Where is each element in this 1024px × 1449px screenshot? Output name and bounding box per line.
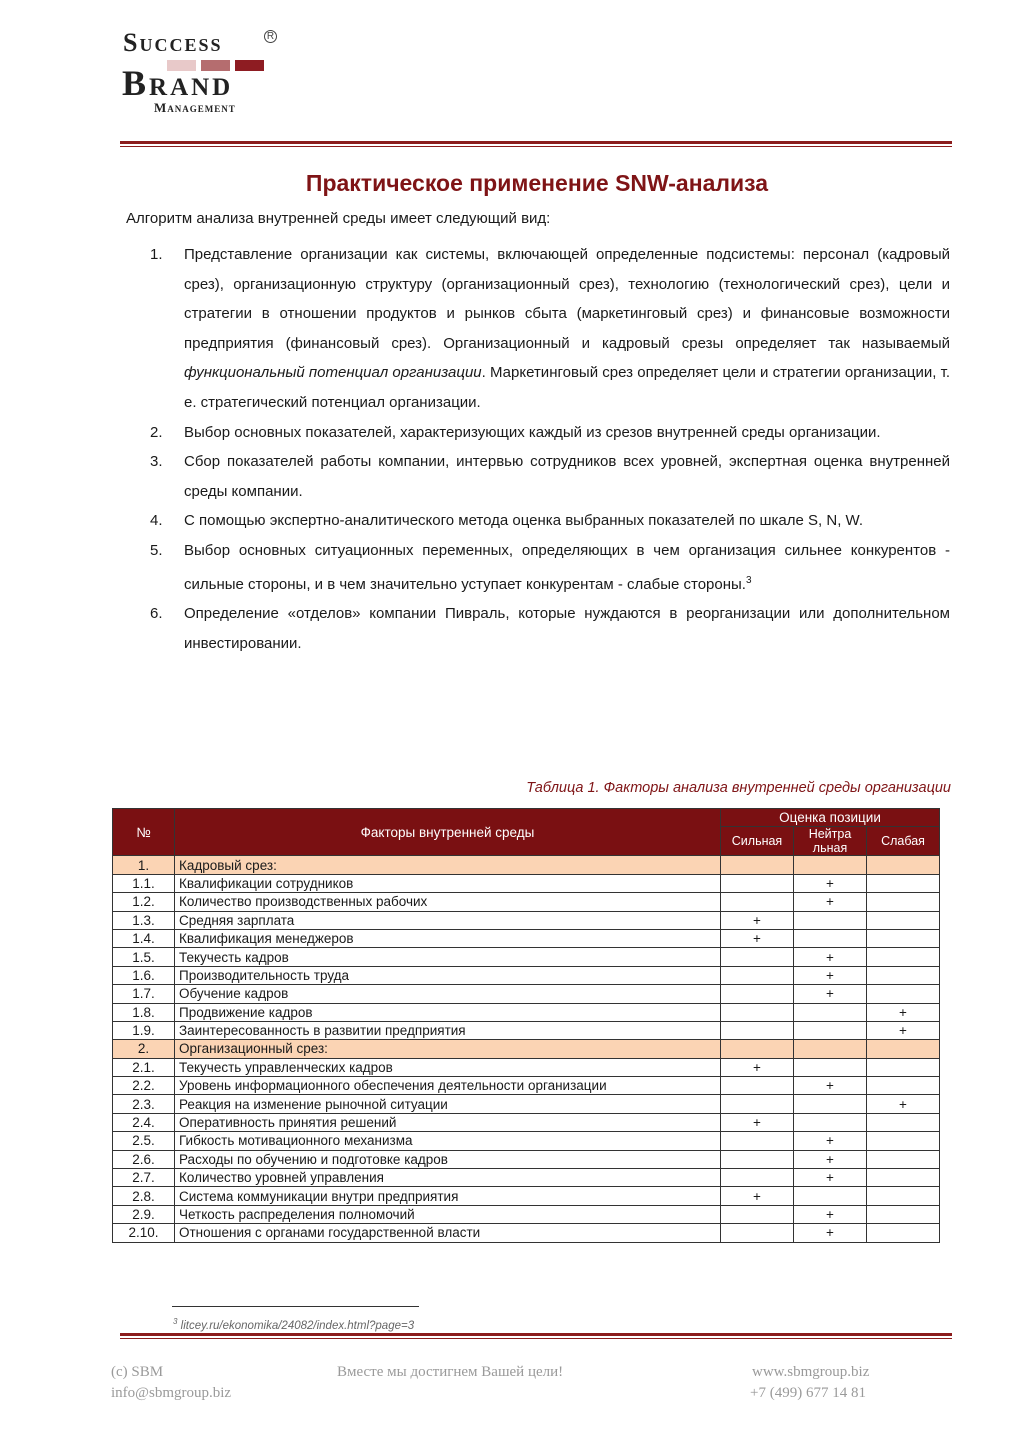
row-factor: Квалификация менеджеров [175,929,721,947]
header-number: № [113,809,175,856]
row-weak-mark [867,893,940,911]
row-factor: Гибкость мотивационного механизма [175,1132,721,1150]
step-number: 4. [150,512,163,530]
row-number: 1.3. [113,911,175,929]
row-weak-mark [867,985,940,1003]
page-title: Практическое применение SNW-анализа [305,170,769,196]
row-strong-mark [721,1095,794,1113]
row-factor: Четкость распределения полномочий [175,1205,721,1223]
row-factor: Средняя зарплата [175,911,721,929]
table-row [113,1058,940,1076]
list-item [150,418,950,448]
row-factor: Организационный срез: [175,1040,721,1058]
header-strong: Сильная [721,827,794,856]
row-neutral-mark: + [794,1169,867,1187]
factors-table [112,808,940,1243]
footer-email[interactable]: info@sbmgroup.biz [111,1385,232,1401]
header-position-group: Оценка позиции [721,809,940,827]
footer-website[interactable]: www.sbmgroup.biz [752,1364,870,1380]
logo-text-success: Success [123,28,223,57]
row-weak-mark [867,874,940,892]
logo-bar-dark [235,60,264,71]
footnote-link[interactable]: litcey.ru/ekonomika/24082/index.html?page=3 [180,1319,415,1332]
section-row [113,1040,940,1058]
row-strong-mark [721,966,794,984]
row-neutral-mark: + [794,1224,867,1242]
row-factor: Расходы по обучению и подготовке кадров [175,1150,721,1168]
step-text: Выбор основных ситуационных переменных, определяющих в чем организация сильнее конкурентов - сильные стороны, и в чем значительно уступает конкурентам - слабые стороны. [184,541,950,593]
row-strong-mark [721,1169,794,1187]
step-text: Представление организации как системы, включающей определенные подсистемы: персонал (кадровый срез), организационную структуру (организационный срез), технологию (технологический срез), цели и стратегии в отношении продуктов и рынков сбыта (маркетинговый срез) и финансовые возможности предприятия (финансовый срез). Организационный и кадровый срезы определяет так называемый [184,246,950,352]
row-weak-mark [867,856,940,874]
row-neutral-mark: + [794,1150,867,1168]
row-weak-mark [867,1132,940,1150]
row-weak-mark: + [867,1021,940,1039]
step-emphasis: функциональный потенциал организации [184,364,482,382]
section-row [113,856,940,874]
row-number: 2.7. [113,1169,175,1187]
row-number: 2.1. [113,1058,175,1076]
row-strong-mark [721,1077,794,1095]
footnote-reference[interactable]: 3 [745,574,752,586]
row-neutral-mark: + [794,874,867,892]
table-row [113,893,940,911]
table-row [113,1021,940,1039]
list-item [150,536,950,599]
footnote [173,1317,414,1332]
table-row [113,1132,940,1150]
step-number: 1. [150,246,163,263]
row-number: 2.10. [113,1224,175,1242]
table-row [113,1077,940,1095]
table-row [113,1224,940,1242]
footer-phone: +7 (499) 677 14 81 [750,1385,866,1401]
row-weak-mark: + [867,1095,940,1113]
table-row [113,929,940,947]
row-number: 1.8. [113,1003,175,1021]
row-strong-mark [721,948,794,966]
logo-text-management: Management [154,100,236,115]
row-weak-mark [867,1150,940,1168]
row-number: 2.8. [113,1187,175,1205]
table-row [113,1150,940,1168]
row-neutral-mark [794,856,867,874]
row-factor: Реакция на изменение рыночной ситуации [175,1095,721,1113]
row-weak-mark [867,966,940,984]
table-row [113,911,940,929]
row-factor: Продвижение кадров [175,1003,721,1021]
row-number: 2.5. [113,1132,175,1150]
row-neutral-mark [794,1058,867,1076]
row-strong-mark: + [721,1113,794,1131]
row-neutral-mark [794,1187,867,1205]
row-number: 1.5. [113,948,175,966]
row-factor: Уровень информационного обеспечения деятельности организации [175,1077,721,1095]
table-row [113,1095,940,1113]
row-strong-mark: + [721,1187,794,1205]
table-row [113,985,940,1003]
row-number: 1.9. [113,1021,175,1039]
step-text: Выбор основных показателей, характеризующих каждый из срезов внутренней среды организации. [184,423,881,441]
row-weak-mark: + [867,1003,940,1021]
list-item [150,506,950,536]
row-neutral-mark: + [794,985,867,1003]
company-logo [120,28,290,118]
row-neutral-mark [794,1113,867,1131]
step-number: 6. [150,605,163,623]
row-factor: Текучесть кадров [175,948,721,966]
row-weak-mark [867,1187,940,1205]
header-divider [120,141,952,144]
row-neutral-mark: + [794,966,867,984]
step-text: Определение «отделов» компании Пивраль, которые нуждаются в реорганизации или дополнительном инвестировании. [184,605,950,652]
row-number: 1. [113,856,175,874]
footer-copyright: (c) SBM [111,1364,164,1380]
row-number: 1.2. [113,893,175,911]
row-strong-mark [721,1021,794,1039]
header-neutral: Нейтра льная [794,827,867,856]
row-number: 1.1. [113,874,175,892]
row-factor: Система коммуникации внутри предприятия [175,1187,721,1205]
intro-text: Алгоритм анализа внутренней среды имеет следующий вид: [126,210,551,227]
row-neutral-mark: + [794,948,867,966]
row-strong-mark: + [721,911,794,929]
row-weak-mark [867,1224,940,1242]
row-factor: Текучесть управленческих кадров [175,1058,721,1076]
row-strong-mark [721,1040,794,1058]
list-item [150,240,950,418]
row-factor: Количество производственных рабочих [175,893,721,911]
row-strong-mark [721,1224,794,1242]
row-weak-mark [867,1205,940,1223]
row-neutral-mark [794,1040,867,1058]
step-text: Сбор показателей работы компании, интервью сотрудников всех уровней, экспертная оценка внутренней среды компании. [184,453,950,500]
row-factor: Заинтересованность в развитии предприятия [175,1021,721,1039]
row-strong-mark [721,874,794,892]
table-row [113,874,940,892]
step-number: 5. [150,541,163,559]
row-neutral-mark: + [794,1077,867,1095]
row-strong-mark [721,856,794,874]
row-weak-mark [867,1113,940,1131]
row-strong-mark [721,1132,794,1150]
registered-mark-icon: R [264,30,277,43]
step-number: 3. [150,453,163,471]
footer-slogan: Вместе мы достигнем Вашей цели! [337,1364,564,1380]
row-number: 2. [113,1040,175,1058]
row-neutral-mark [794,1003,867,1021]
row-number: 1.4. [113,929,175,947]
row-number: 1.7. [113,985,175,1003]
row-factor: Квалификации сотрудников [175,874,721,892]
step-text-tail: . Маркетинговый срез определяет цели и стратегии организации, т. е. стратегический потенциал организации. [184,364,950,411]
header-divider-thin [120,146,952,147]
row-weak-mark [867,1169,940,1187]
table-row [113,1113,940,1131]
row-factor: Обучение кадров [175,985,721,1003]
list-item [150,447,950,506]
row-weak-mark [867,948,940,966]
row-factor: Кадровый срез: [175,856,721,874]
table-row [113,1205,940,1223]
footnote-mark: 3 [173,1317,178,1326]
table-row [113,1187,940,1205]
row-weak-mark [867,1058,940,1076]
row-strong-mark: + [721,1058,794,1076]
row-weak-mark [867,929,940,947]
row-strong-mark [721,1205,794,1223]
table-caption: Таблица 1. Факторы анализа внутренней среды организации [526,780,951,796]
footnote-divider [172,1306,419,1307]
footer-divider-thin [120,1338,952,1339]
header-factor: Факторы внутренней среды [175,809,721,856]
row-number: 2.6. [113,1150,175,1168]
table-row [113,1003,940,1021]
row-strong-mark: + [721,929,794,947]
footer-divider [120,1333,952,1336]
step-number: 2. [150,423,163,441]
row-strong-mark [721,985,794,1003]
table-row [113,948,940,966]
row-factor: Количество уровней управления [175,1169,721,1187]
step-text: С помощью экспертно-аналитического метода оценка выбранных показателей по шкале S, N, W. [184,512,864,530]
list-item [150,599,950,658]
row-factor: Оперативность принятия решений [175,1113,721,1131]
row-number: 2.3. [113,1095,175,1113]
table-row [113,1169,940,1187]
row-weak-mark [867,911,940,929]
row-neutral-mark: + [794,1205,867,1223]
row-strong-mark [721,1003,794,1021]
row-neutral-mark [794,1095,867,1113]
row-neutral-mark: + [794,893,867,911]
row-strong-mark [721,1150,794,1168]
row-neutral-mark [794,911,867,929]
row-factor: Отношения с органами государственной власти [175,1224,721,1242]
table-row [113,966,940,984]
row-neutral-mark: + [794,1132,867,1150]
row-weak-mark [867,1077,940,1095]
row-number: 2.2. [113,1077,175,1095]
row-neutral-mark [794,929,867,947]
row-number: 2.9. [113,1205,175,1223]
row-number: 2.4. [113,1113,175,1131]
table-body [113,856,940,1242]
row-number: 1.6. [113,966,175,984]
header-weak: Слабая [867,827,940,856]
row-strong-mark [721,893,794,911]
row-neutral-mark [794,1021,867,1039]
algorithm-steps [150,240,950,658]
logo-text-brand: Brand [122,63,234,103]
row-factor: Производительность труда [175,966,721,984]
row-weak-mark [867,1040,940,1058]
